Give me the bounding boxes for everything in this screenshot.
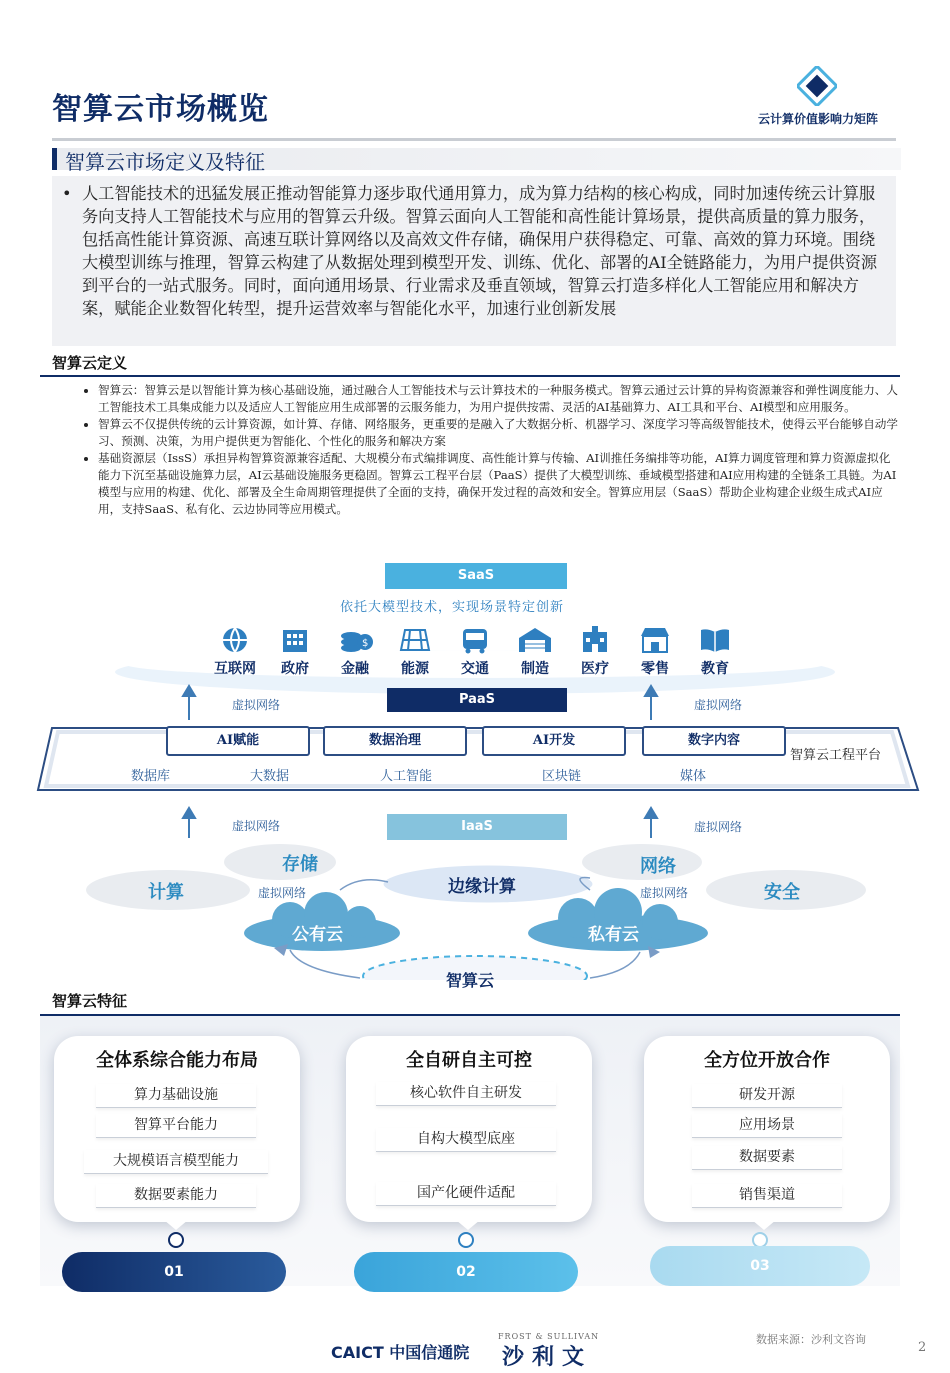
platform-tag-digital-content: 数字内容 — [642, 726, 786, 756]
public-cloud: 公有云 — [292, 925, 343, 945]
industry-healthcare — [565, 626, 625, 678]
industry-label: 教育 — [701, 661, 729, 677]
resource-security: 安全 — [764, 882, 800, 903]
tech-ai: 人工智能 — [380, 769, 433, 784]
feature-item: 销售渠道 — [692, 1184, 842, 1208]
feature-item: 大规模语言模型能力 — [84, 1150, 268, 1174]
industry-label: 能源 — [401, 661, 429, 677]
feature-card-autonomous — [346, 1036, 592, 1222]
industry-label: 医疗 — [581, 661, 609, 677]
tech-database: 数据库 — [131, 769, 171, 784]
feature-item: 数据要素能力 — [96, 1184, 256, 1208]
tech-bigdata: 大数据 — [250, 769, 290, 784]
platform-tag-ai-enable: AI赋能 — [166, 726, 310, 756]
summary-text — [62, 182, 888, 320]
resource-compute: 计算 — [148, 882, 184, 903]
section-heading-text: 智算云市场定义及特征 — [65, 150, 265, 174]
industry-label: 互联网 — [214, 661, 256, 677]
sullivan-logo: 沙利文 — [502, 1344, 593, 1370]
timeline-dot — [168, 1232, 184, 1248]
resource-edge: 边缘计算 — [448, 877, 516, 897]
hospital-icon — [565, 626, 625, 654]
frost-sullivan-text: FROST & SULLIVAN — [498, 1332, 600, 1341]
industry-government — [265, 626, 325, 678]
virtual-network-label: 虚拟网络 — [258, 886, 307, 900]
page-number: 2 — [918, 1340, 927, 1355]
feature-title: 全方位开放合作 — [704, 1050, 830, 1071]
feature-number: 02 — [354, 1252, 578, 1292]
private-cloud: 私有云 — [588, 925, 639, 945]
iaas-layer: IaaS — [387, 814, 567, 840]
svg-text:$: $ — [362, 638, 369, 649]
page-title: 智算云市场概览 — [52, 92, 269, 127]
definition-item: • 智算云：智算云是以智能计算为核心基础设施，通过融合人工智能技术与云计算技术的一种服务模式。智算云通过云计算的异构资源兼容和弹性调度能力、人工智能技术工具集成能力以及适应人工智能应用生成部署的云服务能力，为用户提供按需、灵活的AI基础算力、AI工具和平台、AI模型和应用服务。 — [98, 382, 900, 416]
resource-storage: 存储 — [282, 854, 318, 875]
summary-paragraph: 人工智能技术的迅猛发展正推动智能算力逐步取代通用算力，成为算力结构的核心构成，同时加速传统云计算服务向支持人工智能技术与应用的智算云升级。智算云面向人工智能和高性能计算场景，提供高质量的算力服务，包括高性能计算资源、高速互联计算网络以及高效文件存储，确保用户获得稳定、可靠、高效的算力环境。围绕大模型训练与推理，智算云构建了从数据处理到模型开发、训练、优化、部署的AI全链路能力，为用户提供资源到平台的一站式服务。同时，面向通用场景、行业需求及垂直领域，智算云打造多样化人工智能应用和解决方案，赋能企业数智化转型，提升运营效率与智能化水平，加速行业创新发展 — [82, 184, 878, 318]
feature-card-comprehensive — [54, 1036, 300, 1222]
architecture-diagram — [0, 560, 950, 990]
features-heading: 智算云特征 — [52, 992, 128, 1010]
matrix-logo-icon — [797, 66, 837, 106]
feature-item: 核心软件自主研发 — [376, 1082, 556, 1106]
logo-caption: 云计算价值影响力矩阵 — [757, 112, 878, 126]
feature-number: 03 — [650, 1246, 870, 1286]
coins-icon — [325, 626, 385, 654]
title-divider — [52, 138, 896, 141]
building-icon — [265, 626, 325, 654]
industry-transport — [445, 626, 505, 678]
platform-label: 智算云工程平台 — [790, 748, 882, 763]
industry-education — [685, 626, 745, 678]
industry-internet — [205, 626, 265, 678]
storefront-icon — [625, 626, 685, 654]
industry-finance — [325, 626, 385, 678]
platform-tag-ai-dev: AI开发 — [482, 726, 626, 756]
saas-layer: SaaS — [385, 563, 567, 589]
industry-energy — [385, 626, 445, 678]
virtual-network-label: 虚拟网络 — [694, 698, 743, 712]
definition-divider — [40, 375, 900, 377]
data-source: 数据来源：沙利文咨询 — [756, 1333, 866, 1346]
saas-caption: 依托大模型技术，实现场景特定创新 — [340, 600, 565, 615]
book-icon — [685, 626, 745, 654]
definition-heading: 智算云定义 — [52, 354, 128, 372]
feature-item: 自构大模型底座 — [376, 1128, 556, 1152]
card-pointer — [456, 1220, 480, 1230]
caict-logo: CAICT 中国信通院 — [331, 1343, 470, 1362]
paas-layer: PaaS — [387, 688, 567, 712]
section-heading — [52, 148, 901, 174]
intelligent-cloud-center: 智算云 — [446, 971, 495, 990]
industry-label: 零售 — [641, 661, 669, 677]
solar-panel-icon — [385, 626, 445, 654]
industry-label: 金融 — [341, 661, 369, 677]
industry-label: 制造 — [521, 661, 549, 677]
feature-card-open — [644, 1036, 890, 1222]
feature-number: 01 — [62, 1252, 286, 1292]
resource-network: 网络 — [640, 856, 676, 877]
features-panel — [40, 1016, 900, 1286]
virtual-network-label: 虚拟网络 — [232, 698, 281, 712]
platform-tag-data-governance: 数据治理 — [323, 726, 467, 756]
virtual-network-label: 虚拟网络 — [232, 819, 281, 833]
feature-title: 全体系综合能力布局 — [96, 1050, 258, 1071]
industry-row — [205, 626, 745, 676]
card-pointer — [752, 1220, 776, 1230]
definition-item: • 智算云不仅提供传统的云计算资源，如计算、存储、网络服务，更重要的是融入了大数据分析、机器学习、深度学习等高级智能技术，使得云平台能够自动学习、预测、决策，为用户提供更为智能化、个性化的服务和解决方案 — [98, 416, 900, 450]
virtual-network-label: 虚拟网络 — [640, 886, 689, 900]
summary-box — [52, 176, 896, 346]
definition-list — [70, 382, 900, 518]
feature-item: 数据要素 — [692, 1146, 842, 1170]
feature-item: 智算平台能力 — [96, 1114, 256, 1138]
globe-icon — [205, 626, 265, 654]
feature-item: 算力基础设施 — [96, 1084, 256, 1108]
definition-item: • 基础资源层（IssS）承担异构智算资源兼容适配、大规模分布式编排调度、高性能计算与传输、AI训推任务编排等功能，AI算力调度管理和算力资源虚拟化能力下沉至基础设施算力层，AI云基础设施服务更稳固。智算云工程平台层（PaaS）提供了大模型训练、垂域模型搭建和AI应用构建的全链条工具链。为AI模型与应用的构建、优化、部署及全生命周期管理提供了全面的支持，确保开发过程的高效和安全。智算应用层（SaaS）帮助企业构建企业级生成式AI应用，支持SaaS、私有化、云边协同等应用模式。 — [98, 450, 900, 518]
tech-blockchain: 区块链 — [542, 769, 582, 784]
industry-retail — [625, 626, 685, 678]
card-pointer — [164, 1220, 188, 1230]
tech-media: 媒体 — [680, 769, 707, 784]
factory-icon — [505, 626, 565, 654]
virtual-network-label: 虚拟网络 — [694, 820, 743, 834]
feature-item: 研发开源 — [692, 1084, 842, 1108]
timeline-dot — [458, 1232, 474, 1248]
bullet-icon: • — [62, 184, 72, 203]
industry-label: 交通 — [461, 661, 489, 677]
feature-item: 应用场景 — [692, 1114, 842, 1138]
bus-icon — [445, 626, 505, 654]
feature-item: 国产化硬件适配 — [376, 1182, 556, 1206]
industry-label: 政府 — [281, 661, 309, 677]
feature-title: 全自研自主可控 — [406, 1050, 532, 1071]
industry-manufacturing — [505, 626, 565, 678]
